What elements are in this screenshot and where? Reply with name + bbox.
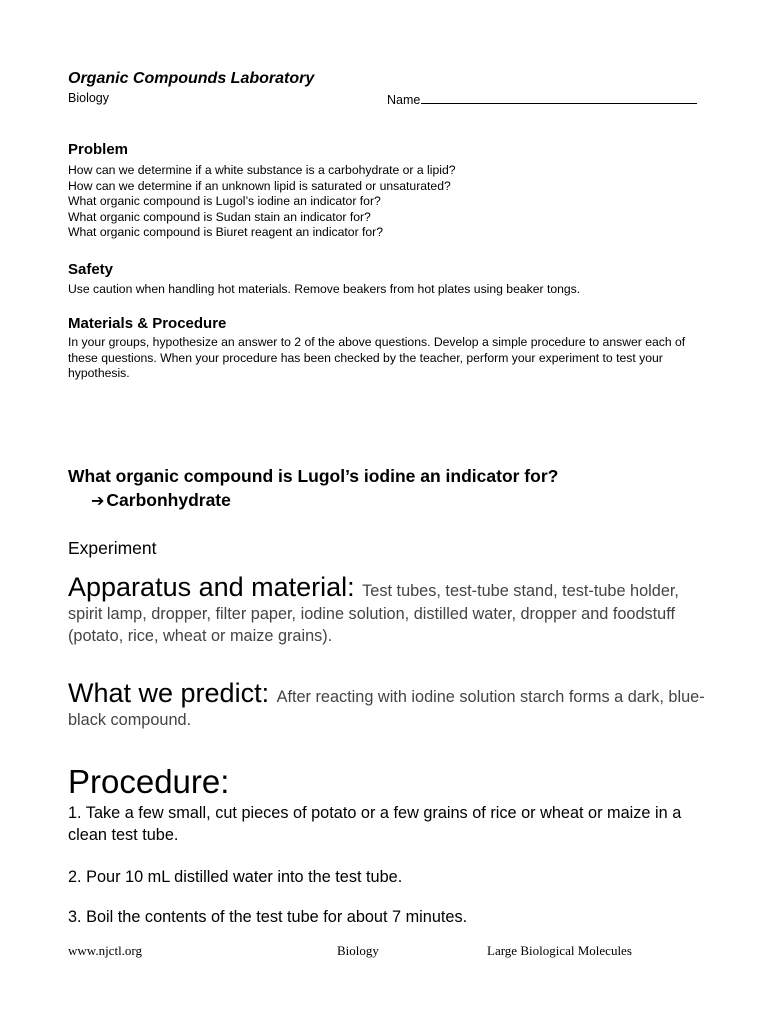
procedure-step: 3. Boil the contents of the test tube for about 7 minutes. (68, 908, 468, 926)
name-underline (421, 91, 697, 104)
procedure-title: Procedure: (68, 763, 230, 800)
answer-line (91, 490, 231, 511)
problem-line: What organic compound is Biuret reagent an indicator for? (68, 225, 384, 240)
apparatus-lead: Apparatus and material: (68, 572, 363, 602)
problem-line: How can we determine if a white substance is a carbohydrate or a lipid? (68, 163, 456, 177)
safety-heading: Safety (68, 261, 114, 278)
apparatus-text: Test tubes, test-tube stand, test-tube holder, spirit lamp, dropper, filter paper, iodine solution, distilled water, dropper and foodstuff (potato, rice, wheat or maize grains). (68, 582, 679, 645)
apparatus-section (68, 572, 708, 648)
subject-label: Biology (68, 91, 109, 105)
prediction-text: After reacting with iodine solution starch forms a dark, blue-black compound. (68, 688, 705, 729)
document-title: Organic Compounds Laboratory (68, 70, 315, 87)
name-label: Name (387, 93, 421, 107)
answer-text: Carbonhydrate (106, 490, 231, 510)
prediction-section (68, 678, 708, 731)
safety-text: Use caution when handling hot materials. Remove beakers from hot plates using beaker tongs. (68, 282, 581, 296)
materials-heading: Materials & Procedure (68, 315, 227, 332)
prediction-lead: What we predict: (68, 678, 277, 708)
question-heading: What organic compound is Lugol’s iodine an indicator for? (68, 466, 559, 486)
experiment-label: Experiment (68, 538, 157, 558)
problem-list (68, 163, 708, 241)
footer-unit: Large Biological Molecules (487, 943, 632, 958)
problem-heading: Problem (68, 141, 129, 158)
procedure-step: 1. Take a few small, cut pieces of potato or a few grains of rice or wheat or maize in a clean test tube. (68, 804, 682, 844)
problem-line: How can we determine if an unknown lipid is saturated or unsaturated? (68, 178, 451, 193)
footer-website: www.njctl.org (68, 943, 143, 958)
name-field (387, 91, 697, 107)
footer-subject: Biology (337, 943, 379, 958)
problem-line: What organic compound is Lugol’s iodine an indicator for? (68, 194, 381, 209)
materials-text: In your groups, hypothesize an answer to 2 of the above questions. Develop a simple procedure to answer each of these questions. When your procedure has been checked by the teacher, perform your experiment to test your hypothesis. (68, 335, 686, 381)
problem-line: What organic compound is Sudan stain an indicator for? (68, 209, 371, 224)
procedure-step: 2. Pour 10 mL distilled water into the test tube. (68, 868, 403, 886)
arrow-right-icon: ➔ (91, 491, 105, 510)
